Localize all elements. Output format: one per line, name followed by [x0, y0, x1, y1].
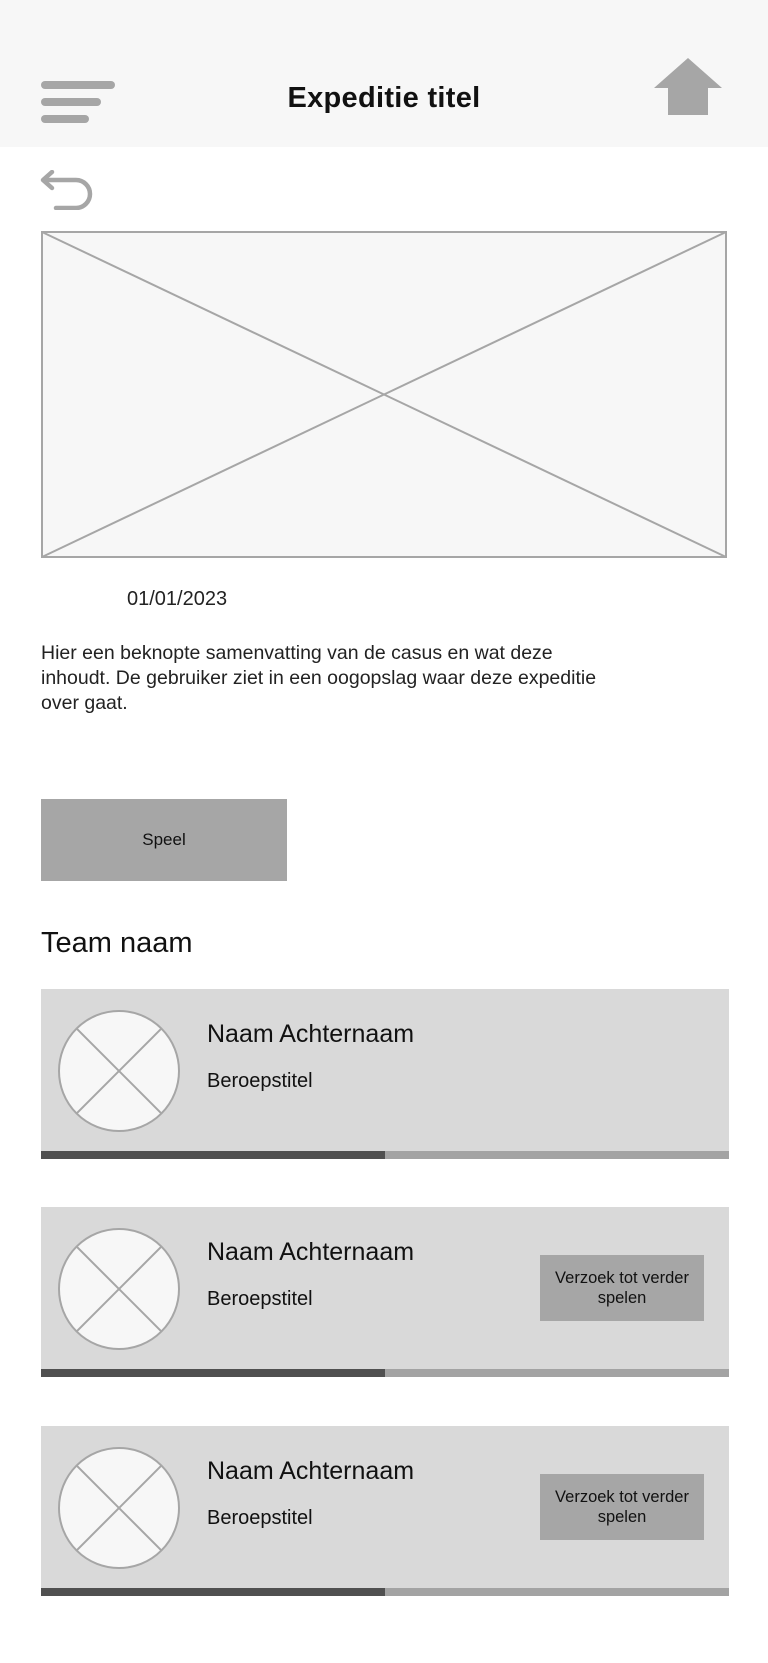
- team-member-card[interactable]: [41, 1426, 729, 1596]
- avatar-placeholder-icon: [57, 1227, 181, 1351]
- progress-fill: [41, 1588, 385, 1596]
- request-continue-button[interactable]: Verzoek tot verder spelen: [540, 1474, 704, 1540]
- app-header: [0, 0, 768, 147]
- page-title: Expeditie titel: [287, 82, 481, 114]
- member-name: Naam Achternaam: [207, 1020, 415, 1048]
- member-name: Naam Achternaam: [207, 1238, 415, 1266]
- play-button[interactable]: Speel: [41, 799, 287, 881]
- progress-fill: [41, 1369, 385, 1377]
- home-icon[interactable]: [654, 58, 722, 115]
- expedition-summary: Hier een beknopte samenvatting van de casus en wat deze inhoudt. De gebruiker ziet in een oogopslag waar deze expeditie over gaat.: [41, 642, 597, 714]
- avatar-placeholder-icon: [57, 1009, 181, 1133]
- progress-bar: [41, 1369, 729, 1377]
- progress-bar: [41, 1151, 729, 1159]
- member-name: Naam Achternaam: [207, 1457, 415, 1485]
- team-member-card[interactable]: [41, 1207, 729, 1377]
- team-heading: Team naam: [41, 927, 193, 959]
- member-role: Beroepstitel: [207, 1288, 313, 1310]
- member-role: Beroepstitel: [207, 1070, 313, 1092]
- team-member-card[interactable]: [41, 989, 729, 1159]
- progress-fill: [41, 1151, 385, 1159]
- progress-bar: [41, 1588, 729, 1596]
- avatar-placeholder-icon: [57, 1446, 181, 1570]
- request-continue-button[interactable]: Verzoek tot verder spelen: [540, 1255, 704, 1321]
- image-placeholder: [41, 231, 727, 558]
- expedition-date: 01/01/2023: [127, 588, 228, 610]
- member-role: Beroepstitel: [207, 1507, 313, 1529]
- back-arrow-icon[interactable]: [38, 170, 96, 210]
